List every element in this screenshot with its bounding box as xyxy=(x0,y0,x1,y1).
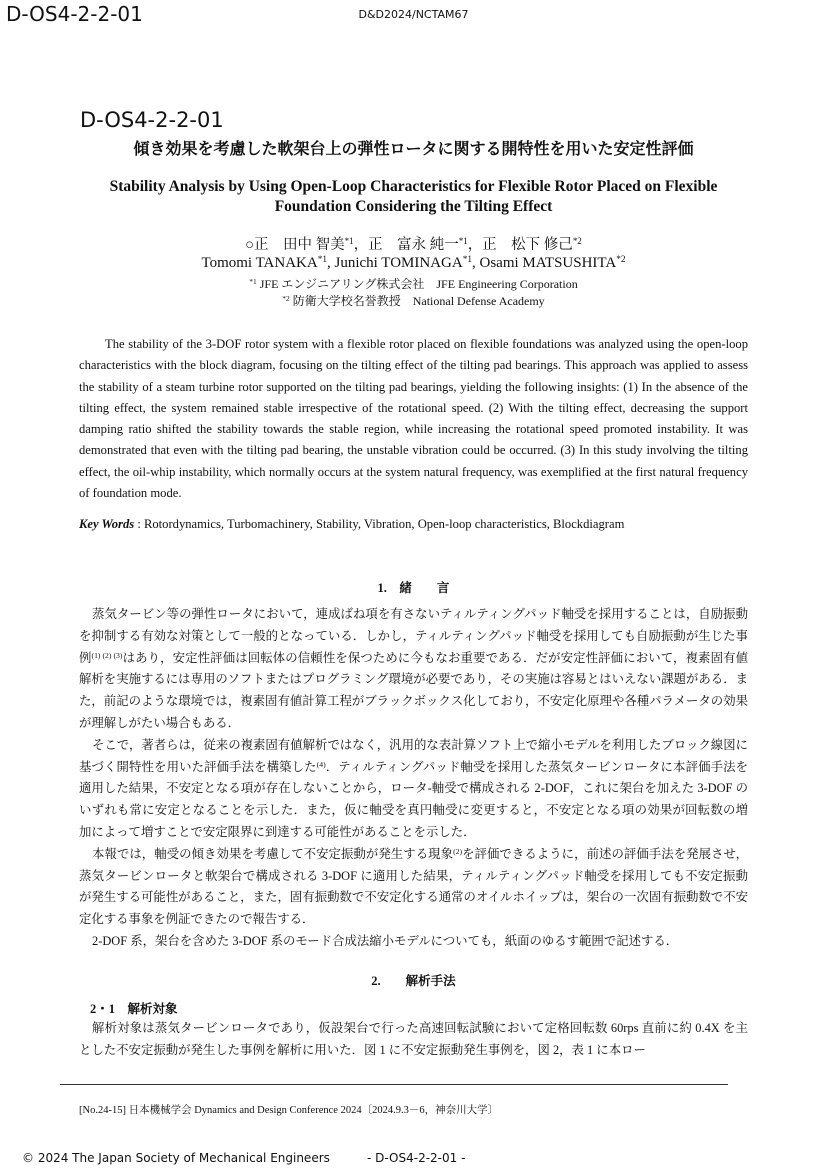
author-3-en-mark: *2 xyxy=(616,254,626,265)
footer-conference: [No.24-15] 日本機械学会 Dynamics and Design Conference 2024〔2024.9.3－6，神奈川大学〕 xyxy=(79,1105,499,1116)
authors-japanese xyxy=(0,233,827,254)
keywords-text: : Rotordynamics, Turbomachinery, Stability, Vibration, Open-loop characteristics, Blockdiagram xyxy=(134,517,625,531)
section-1-body xyxy=(79,604,748,953)
author-2-ja: ，正 富永 純一 xyxy=(353,237,459,253)
author-1-en-mark: *1 xyxy=(317,254,327,265)
section-2-heading: 2. 解析手法 xyxy=(371,974,456,988)
section-1-paragraph-1: 蒸気タービン等の弾性ロータにおいて，連成ばね項を有さないティルティングパッド軸受を採用することは，自励振動を抑制する有効な対策として一般的となっている．しかし，ティルティングパッド軸受を採用しても自励振動が生じた事例$^{(1) (2) (3)}$はあり，安定性評価は回転体の信頼性を保つために今もなお重要である．だが安定性評価において，複素固有値解析を実施するには専用のソフトまたはプログラミング環境が必要であり，その実施は容易とはいえない課題がある．また，前記のような環境では，複素固有値計算工程がブラックボックス化しており，不安定化原理や各種パラメータの効果が理解しがたい場合もある． xyxy=(79,607,748,730)
author-1-ja-mark: *1 xyxy=(344,236,354,247)
affiliation-2-mark: *2 xyxy=(282,293,290,303)
footer-divider xyxy=(60,1084,728,1085)
author-3-en: , Osami MATSUSHITA xyxy=(472,255,617,271)
conference-code: D&D2024/NCTAM67 xyxy=(358,8,469,21)
authors-english xyxy=(0,255,827,272)
section-1-paragraph-4: 2-DOF 系，架台を含めた 3-DOF 系のモード合成法縮小モデルについても，紙面のゆるす範囲で記述する． xyxy=(92,933,679,948)
corner-paper-id: D-OS4-2-2-01 xyxy=(6,2,143,26)
affiliation-1 xyxy=(0,275,827,292)
author-1-ja: ○正 田中 智美 xyxy=(245,237,345,253)
title-english: Stability Analysis by Using Open-Loop Characteristics for Flexible Rotor Placed on Flexible Foundation Considering the Tilting Effect xyxy=(109,178,718,215)
citation-1-2-3: (1) (2) (3) xyxy=(91,650,123,660)
section-2-paragraph-1: 解析対象は蒸気タービンロータであり，仮設架台で行った高速回転試験において定格回転数 60rps 直前に約 0.4X を主とした不安定振動が発生した事例を解析に用いた．図 1 に不安定振動発生事例を，図 2，表 1 に本ロー xyxy=(79,1021,748,1057)
paper-id: D-OS4-2-2-01 xyxy=(80,108,224,132)
title-japanese: 傾き効果を考慮した軟架台上の弾性ロータに関する開特性を用いた安定性評価 xyxy=(133,139,694,158)
affiliation-2-text: 防衛大学校名誉教授 National Defense Academy xyxy=(289,294,545,308)
affiliation-1-mark: *1 xyxy=(249,276,257,286)
abstract xyxy=(79,334,748,504)
author-2-en: , Junichi TOMINAGA xyxy=(327,255,463,271)
author-2-en-mark: *1 xyxy=(462,254,472,265)
author-1-en: Tomomi TANAKA xyxy=(201,255,318,271)
keywords xyxy=(79,517,748,532)
section-2-body xyxy=(79,1018,748,1062)
page-number: - D-OS4-2-2-01 - xyxy=(367,1151,466,1165)
section-1-paragraph-3: 本報では，軸受の傾き効果を考慮して不安定振動が発生する現象$^{(2)}$を評価できるように，前述の評価手法を発展させ，蒸気タービンロータと軟架台で構成される 3-DOF に適用した結果，ティルティングパッド軸受を採用しても不安定振動が発生する可能性があること，また，固有振動数で不安定化する通常のオイルホイップは，架台の一次固有振動数で不安定化する事象を例証できたので報告する． xyxy=(79,846,748,927)
author-2-ja-mark: *1 xyxy=(458,236,468,247)
citation-4: (4) xyxy=(316,759,326,769)
section-1-paragraph-2: そこで，著者らは，従来の複素固有値解析ではなく，汎用的な表計算ソフト上で縮小モデルを利用したブロック線図に基づく開特性を用いた評価手法を構築した$^{(4)}$．ティルティングパッド軸受を採用した蒸気タービンロータに本評価手法を適用した結果，不安定となる項が存在しないことから，ロータ-軸受で構成される 2-DOF，これに架台を加えた 3-DOF のいずれも常に安定となることを示した．また，仮に軸受を真円軸受に変更すると，不安定となる項の効果が回転数の増加によって増すことで安定限界に到達する可能性があることを示した． xyxy=(79,737,748,839)
subsection-2-1-heading: 2・1 解析対象 xyxy=(90,1002,178,1016)
affiliation-2 xyxy=(0,292,827,309)
author-3-ja: ，正 松下 修己 xyxy=(467,237,573,253)
affiliation-1-text: JFE エンジニアリング株式会社 JFE Engineering Corporation xyxy=(256,277,578,291)
copyright: © 2024 The Japan Society of Mechanical Engineers xyxy=(22,1151,330,1165)
abstract-text: The stability of the 3-DOF rotor system with a flexible rotor placed on flexible foundations was analyzed using the open-loop characteristics with the block diagram, focusing on the tilting effect of the tilting pad bearings. This approach was applied to assess the stability of a steam turbine rotor supported on the tilting pad bearings, yielding the following insights: (1) In the absence of the tilting effect, the system remained stable irrespective of the rotational speed. (2) With the tilting effect, decreasing the support damping ratio shifted the stability towards the stable region, while increasing the rotational speed promoted instability. It was demonstrated that even with the tilting pad bearing, the unstable vibration could be occurred. (3) In this study involving the tilting effect, the oil-whip instability, which normally occurs at the system natural frequency, was exemplified at the first natural frequency of foundation mode. xyxy=(79,337,748,501)
citation-2: (2) xyxy=(453,846,463,856)
keywords-label: Key Words xyxy=(79,517,135,531)
author-3-ja-mark: *2 xyxy=(572,236,582,247)
section-1-heading: 1. 緒 言 xyxy=(377,581,450,595)
